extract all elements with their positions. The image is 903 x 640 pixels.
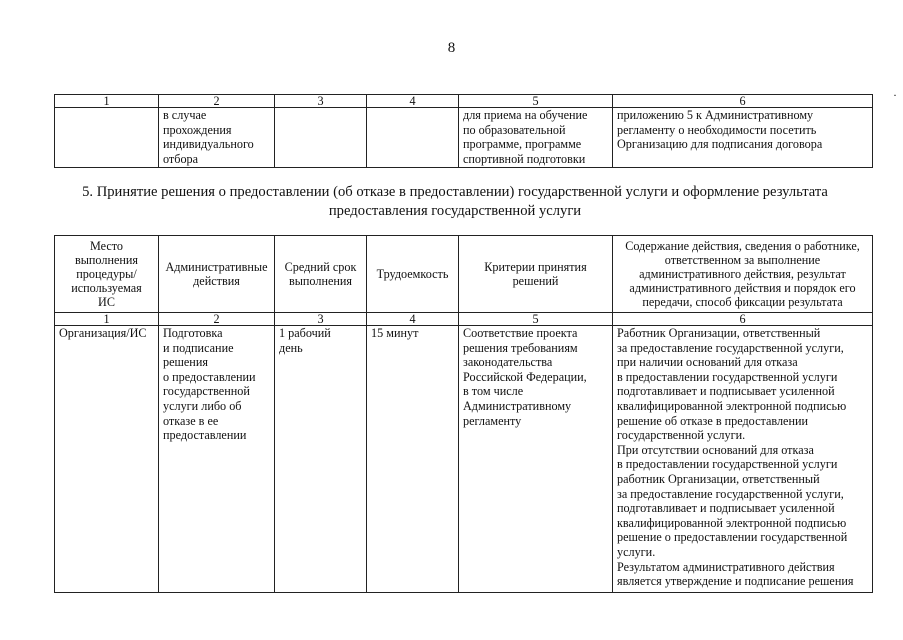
main-col-number-6: 6 xyxy=(613,313,873,326)
main-col-number-5: 5 xyxy=(459,313,613,326)
top-table xyxy=(54,94,873,168)
header-criteria: Критерии принятия решений xyxy=(459,236,613,313)
top-col-number-2: 2 xyxy=(159,95,275,108)
top-table-row xyxy=(55,108,873,168)
main-cell-actions: Подготовка и подписание решения о предоставлении государственной услуги либо об отказе в ее предоставлении xyxy=(159,326,275,593)
header-duration: Средний срок выполнения xyxy=(275,236,367,313)
header-labor: Трудоемкость xyxy=(367,236,459,313)
top-table-number-row xyxy=(55,95,873,108)
top-cell-5: для приема на обучение по образовательной программе, программе спортивной подготовки xyxy=(459,108,613,168)
top-cell-2: в случае прохождения индивидуального отбора xyxy=(159,108,275,168)
main-table xyxy=(54,235,873,593)
section-title-line-1: 5. Принятие решения о предоставлении (об отказе в предоставлении) государственной услуги и оформление результата xyxy=(82,184,828,200)
top-cell-4 xyxy=(367,108,459,168)
main-table-row xyxy=(55,326,873,593)
main-col-number-2: 2 xyxy=(159,313,275,326)
top-col-number-4: 4 xyxy=(367,95,459,108)
top-col-number-3: 3 xyxy=(275,95,367,108)
top-cell-6: приложению 5 к Административному регламенту о необходимости посетить Организацию для подписания договора xyxy=(613,108,873,168)
header-actions: Административные действия xyxy=(159,236,275,313)
header-content: Содержание действия, сведения о работнике, ответственном за выполнение административного действия, результат административного действия и порядок его передачи, способ фиксации результата xyxy=(613,236,873,313)
top-col-number-5: 5 xyxy=(459,95,613,108)
main-table-number-row xyxy=(55,313,873,326)
top-cell-3 xyxy=(275,108,367,168)
top-cell-1 xyxy=(55,108,159,168)
main-col-number-4: 4 xyxy=(367,313,459,326)
header-place: Место выполнения процедуры/ используемая ИС xyxy=(55,236,159,313)
main-table-header-row xyxy=(55,236,873,313)
section-title-line-2: предоставления государственной услуги xyxy=(328,203,582,219)
main-cell-duration: 1 рабочий день xyxy=(275,326,367,593)
top-col-number-6: 6 xyxy=(613,95,873,108)
main-cell-labor: 15 минут xyxy=(367,326,459,593)
main-col-number-3: 3 xyxy=(275,313,367,326)
section-title xyxy=(50,183,860,221)
stray-mark: · xyxy=(893,88,897,102)
main-cell-criteria: Соответствие проекта решения требованиям законодательства Российской Федерации, в том числе Административному регламенту xyxy=(459,326,613,593)
main-col-number-1: 1 xyxy=(55,313,159,326)
main-cell-place: Организация/ИС xyxy=(55,326,159,593)
top-col-number-1: 1 xyxy=(55,95,159,108)
main-cell-content: Работник Организации, ответственный за предоставление государственной услуги, при наличии оснований для отказа в предоставлении государственной услуги подготавливает и подписывает усиленной квалифицированной электронной подписью решение об отказе в предоставлении государственной услуги. При отсутствии оснований для отказа в предоставлении государственной услуги работник Организации, ответственный за предоставление государственной услуги, подготавливает и подписывает усиленной квалифицированной электронной подписью решение о предоставлении государственной услуги. Результатом административного действия является утверждение и подписание решения xyxy=(613,326,873,593)
page-number: 8 xyxy=(447,40,456,56)
